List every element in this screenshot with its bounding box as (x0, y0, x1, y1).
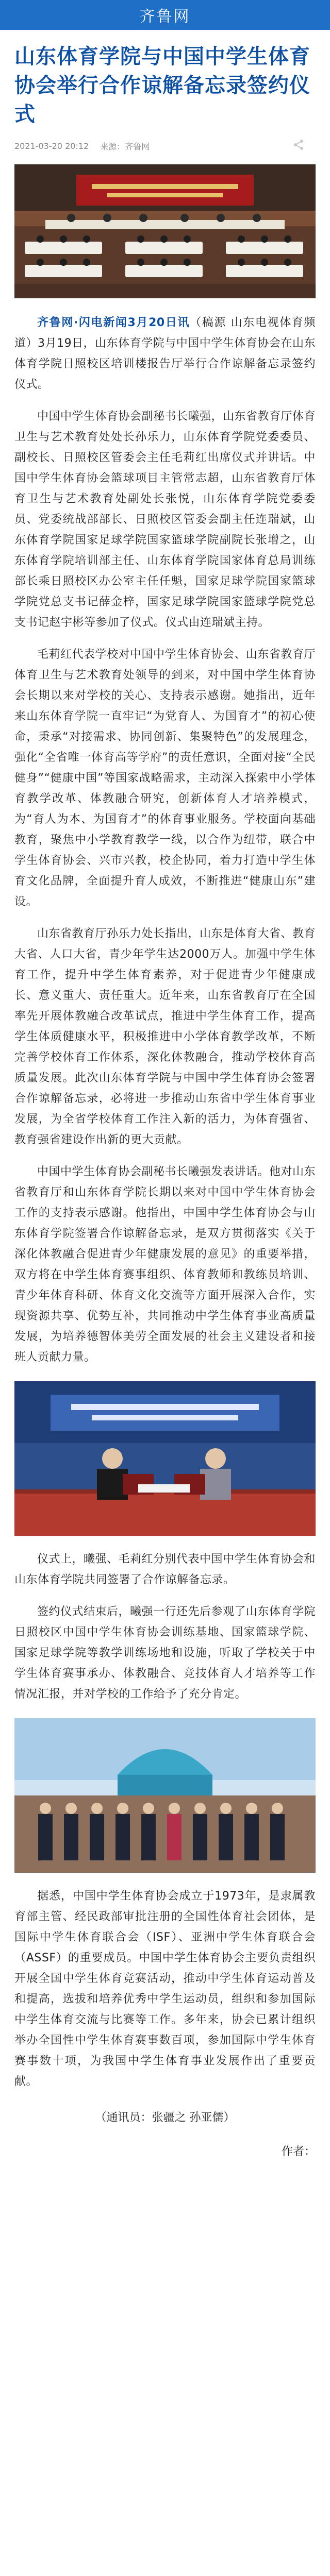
author-label: 作者： (281, 2145, 316, 2158)
paragraph-2: 中国中学生体育协会副秘书长曦强，山东省教育厅体育卫生与艺术教育处处长孙乐力，山东体育学院党委委员、副校长、日照校区管委会主任毛莉红出席仪式并讲话。中国中学生体育协会篮球项目主管常志超，山东省教育厅体育卫生与艺术教育处副处长张悦，山东体育学院党委委员、党委统战部部长、日照校区管委会副主任连瑞斌，山东体育学院国家足球学院国家篮球学院副院长张增之，山东体育学院培训部主任、山东体育学院国家体育总局训练部长乘日照校区办公室主任任魁，国家足球学院国家篮球学院党总支书记薛金梓，国家足球学院国家篮球学院党总支书记赵宇彬等参加了仪式。仪式由连瑞斌主持。 (14, 410, 316, 629)
publish-date: 2021-03-20 20:12 (14, 141, 89, 151)
paragraph-3: 毛莉红代表学校对中国中学生体育协会、山东省教育厅体育卫生与艺术教育处领导的到来，对中国中学生体育协会长期以来对学校的关心、支持表示感谢。她指出，近年来山东体育学院一直牢记“为党育人、为国育才”的初心使命，秉承“对接需求、协同创新、集聚特色”的发展理念，强化“全省唯一体育高等学府”的责任意识，全面对接“全民健身”“健康中国”等国家战略需求，主动深入探索中小学体育教学改革、体教融合研究，创新体育人才培养模式，为“育人为本、为国育才”的体育事业服务。学校面向基础教育，聚焦中小学教育教学一线，以合作为纽带，联合中学生体育协会、兴市兴教，校企协同，着力打造中学生体育文化品牌，全面提升育人成效，不断推进“健康山东”建设。 (14, 648, 316, 908)
paragraph-1: （稿源 山东电视体育频道）3月19日，山东体育学院与中国中学生体育协会在山东体育学院日照校区培训楼报告厅举行合作谅解备忘录签约仪式。 (14, 316, 316, 391)
article-meta (14, 139, 316, 153)
reporter-line: （通讯员：张疆之 孙亚儒） (95, 2111, 235, 2124)
app-header (0, 0, 330, 30)
paragraph-4: 山东省教育厅孙乐力处长指出，山东是体育大省、教育大省、人口大省，青少年学生达2000万人。加强中学生体育工作，提升中学生体育素养，对于促进青少年健康成长、意义重大、责任重大。近年来，山东省教育厅在全国率先开展体教融合改革试点，推进中学生体育工作，提高学生体质健康水平，积极推进中小学体育教学改革，不断完善学校体育工作体系，深化体教融合，推动学校体育高质量发展。此次山东体育学院与中国中学生体育协会签署合作谅解备忘录，必将进一步推动山东省中学生体育事业发展，为全省学校体育工作注入新的活力，为体育强省、教育强省建设作出新的更大贡献。 (14, 927, 316, 1146)
photo-group-picture (14, 1718, 316, 1873)
source-label: 来源：齐鲁网 (100, 142, 150, 151)
article-title: 山东体育学院与中国中学生体育协会举行合作谅解备忘录签约仪式 (14, 45, 310, 126)
photo-signing-ceremony (14, 1381, 316, 1536)
paragraph-6: 仪式上，曦强、毛莉红分别代表中国中学生体育协会和山东体育学院共同签署了合作谅解备忘录。 (14, 1553, 316, 1586)
photo-conference-hall (14, 164, 316, 298)
paragraph-7: 签约仪式结束后，曦强一行还先后参观了山东体育学院日照校区中国中学生体育协会训练基地、国家篮球学院、国家足球学院等教学训练场地和设施，听取了学校关于中学生体育赛事承办、体教融合、竞技体育人才培养等工作情况汇报，并对学校的工作给予了充分肯定。 (14, 1605, 316, 1701)
paragraph-8: 据悉，中国中学生体育协会成立于1973年，是隶属教育部主管、经民政部审批注册的全国性体育社会团体，是国际中学生体育联合会（ISF）、亚洲中学生体育联合会（ASSF）的重要成员。中国中学生体育协会主要负责组织开展全国中学生体育竞赛活动，推动中学生体育运动普及和提高，选拔和培养优秀中学生运动员，组织和参加国际中学生体育交流与比赛等工作。多年来，协会已累计组织举办全国性中学生体育赛事数百项，参加国际中学生体育赛事数十项，为我国中学生体育事业发展作出了重要贡献。 (14, 1890, 316, 2088)
share-icon[interactable] (293, 139, 304, 153)
article-body (14, 30, 316, 2162)
lead-source: 齐鲁网·闪电新闻3月20日讯 (37, 316, 190, 329)
paragraph-5: 中国中学生体育协会副秘书长曦强发表讲话。他对山东省教育厅和山东体育学院长期以来对中国中学生体育协会工作的支持表示感谢。他指出，中国中学生体育协会与山东体育学院签署合作谅解备忘录，是双方贯彻落实《关于深化体教融合促进青少年健康发展的意见》的重要举措，双方将在中学生体育赛事组织、体育教师和教练员培训、青少年体育科研、体育文化交流等方面开展深入合作，实现资源共享、优势互补，共同推动中学生体育事业高质量发展，为培养德智体美劳全面发展的社会主义建设者和接班人贡献力量。 (14, 1165, 316, 1364)
lead-paragraph (14, 313, 316, 395)
brand-logo-text[interactable]: 齐鲁网 (139, 8, 191, 26)
